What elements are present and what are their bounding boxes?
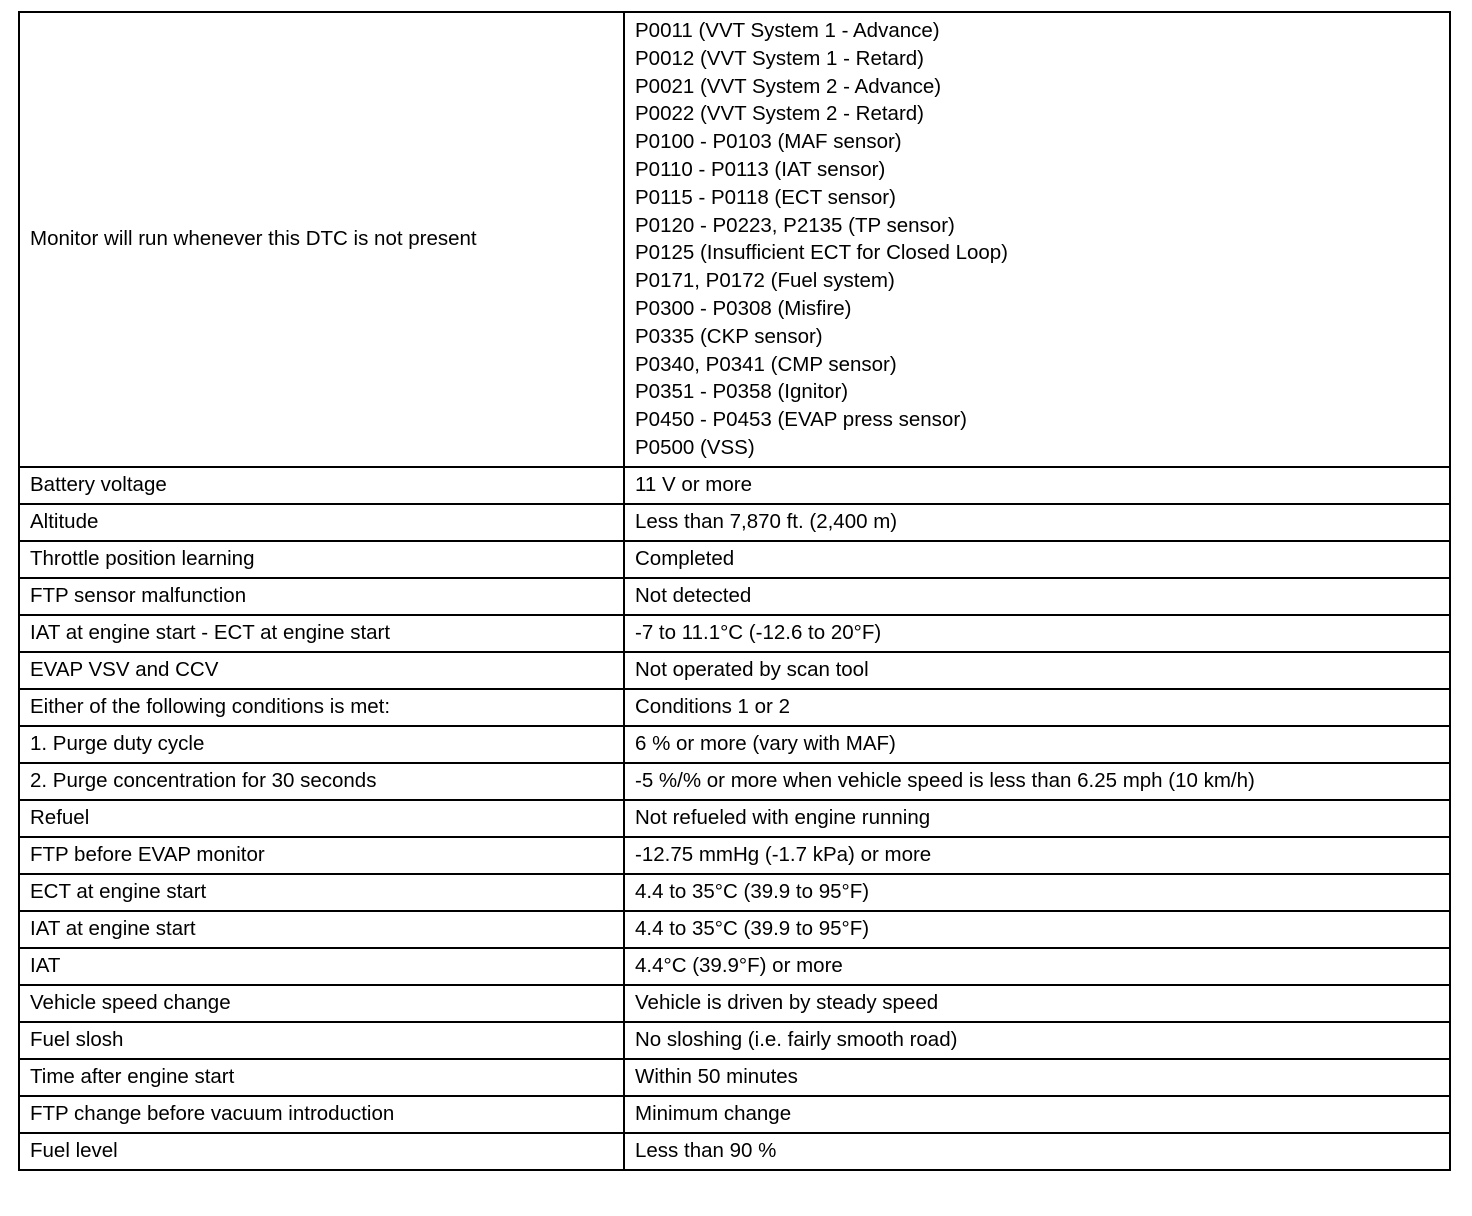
condition-value: 4.4 to 35°C (39.9 to 95°F)	[624, 911, 1450, 948]
table-row	[19, 689, 1450, 726]
table-row	[19, 615, 1450, 652]
table-row	[19, 1096, 1450, 1133]
condition-value: -7 to 11.1°C (-12.6 to 20°F)	[624, 615, 1450, 652]
condition-value: Less than 90 %	[624, 1133, 1450, 1170]
condition-value: Less than 7,870 ft. (2,400 m)	[624, 504, 1450, 541]
condition-value: -12.75 mmHg (-1.7 kPa) or more	[624, 837, 1450, 874]
table-row	[19, 1133, 1450, 1170]
dtc-code: P0011 (VVT System 1 - Advance)	[635, 19, 940, 42]
condition-label: ECT at engine start	[19, 874, 624, 911]
table-row	[19, 985, 1450, 1022]
table-row	[19, 541, 1450, 578]
condition-label: EVAP VSV and CCV	[19, 652, 624, 689]
table-row	[19, 763, 1450, 800]
condition-label: Throttle position learning	[19, 541, 624, 578]
condition-value: Not operated by scan tool	[624, 652, 1450, 689]
dtc-condition-label: Monitor will run whenever this DTC is not present	[19, 12, 624, 467]
condition-label: IAT at engine start - ECT at engine start	[19, 615, 624, 652]
condition-label: FTP before EVAP monitor	[19, 837, 624, 874]
condition-label: Fuel level	[19, 1133, 624, 1170]
table-body	[19, 12, 1450, 1170]
dtc-code: P0110 - P0113 (IAT sensor)	[635, 157, 886, 181]
dtc-code: P0500 (VSS)	[635, 435, 755, 459]
condition-value: -5 %/% or more when vehicle speed is less than 6.25 mph (10 km/h)	[624, 763, 1450, 800]
table-row	[19, 652, 1450, 689]
condition-label: Fuel slosh	[19, 1022, 624, 1059]
dtc-code: P0171, P0172 (Fuel system)	[635, 269, 895, 293]
condition-value: Within 50 minutes	[624, 1059, 1450, 1096]
condition-label: FTP change before vacuum introduction	[19, 1096, 624, 1133]
condition-value: No sloshing (i.e. fairly smooth road)	[624, 1022, 1450, 1059]
condition-label: Altitude	[19, 504, 624, 541]
dtc-code: P0351 - P0358 (Ignitor)	[635, 380, 849, 404]
dtc-code: P0100 - P0103 (MAF sensor)	[635, 130, 902, 154]
table-row	[19, 948, 1450, 985]
dtc-code: P0125 (Insufficient ECT for Closed Loop)	[635, 241, 1009, 265]
dtc-code: P0300 - P0308 (Misfire)	[635, 296, 852, 320]
dtc-code: P0335 (CKP sensor)	[635, 324, 823, 348]
table-row	[19, 504, 1450, 541]
dtc-code: P0012 (VVT System 1 - Retard)	[635, 46, 925, 70]
condition-value: 11 V or more	[624, 467, 1450, 504]
condition-label: 2. Purge concentration for 30 seconds	[19, 763, 624, 800]
table-row	[19, 800, 1450, 837]
table-row	[19, 467, 1450, 504]
condition-label: Time after engine start	[19, 1059, 624, 1096]
dtc-code: P0021 (VVT System 2 - Advance)	[635, 74, 942, 98]
condition-value: Completed	[624, 541, 1450, 578]
condition-value: Not detected	[624, 578, 1450, 615]
table-row	[19, 726, 1450, 763]
table-row	[19, 578, 1450, 615]
condition-label: Either of the following conditions is met:	[19, 689, 624, 726]
condition-label: FTP sensor malfunction	[19, 578, 624, 615]
table-row	[19, 837, 1450, 874]
condition-value: Conditions 1 or 2	[624, 689, 1450, 726]
table-row	[19, 911, 1450, 948]
condition-label: IAT at engine start	[19, 911, 624, 948]
monitor-conditions-table	[18, 11, 1451, 1171]
condition-value: Vehicle is driven by steady speed	[624, 985, 1450, 1022]
dtc-code: P0340, P0341 (CMP sensor)	[635, 352, 897, 376]
condition-label: IAT	[19, 948, 624, 985]
condition-label: Battery voltage	[19, 467, 624, 504]
condition-value: 4.4 to 35°C (39.9 to 95°F)	[624, 874, 1450, 911]
condition-value: Not refueled with engine running	[624, 800, 1450, 837]
dtc-code-list	[624, 12, 1450, 467]
dtc-code: P0120 - P0223, P2135 (TP sensor)	[635, 213, 955, 237]
table-row	[19, 1022, 1450, 1059]
condition-value: 4.4°C (39.9°F) or more	[624, 948, 1450, 985]
dtc-code: P0450 - P0453 (EVAP press sensor)	[635, 408, 967, 432]
table-row	[19, 874, 1450, 911]
condition-label: Refuel	[19, 800, 624, 837]
dtc-code: P0022 (VVT System 2 - Retard)	[635, 102, 925, 126]
condition-value: 6 % or more (vary with MAF)	[624, 726, 1450, 763]
condition-value: Minimum change	[624, 1096, 1450, 1133]
condition-label: Vehicle speed change	[19, 985, 624, 1022]
table-row	[19, 1059, 1450, 1096]
table-row-dtc	[19, 12, 1450, 467]
dtc-code: P0115 - P0118 (ECT sensor)	[635, 185, 896, 209]
condition-label: 1. Purge duty cycle	[19, 726, 624, 763]
